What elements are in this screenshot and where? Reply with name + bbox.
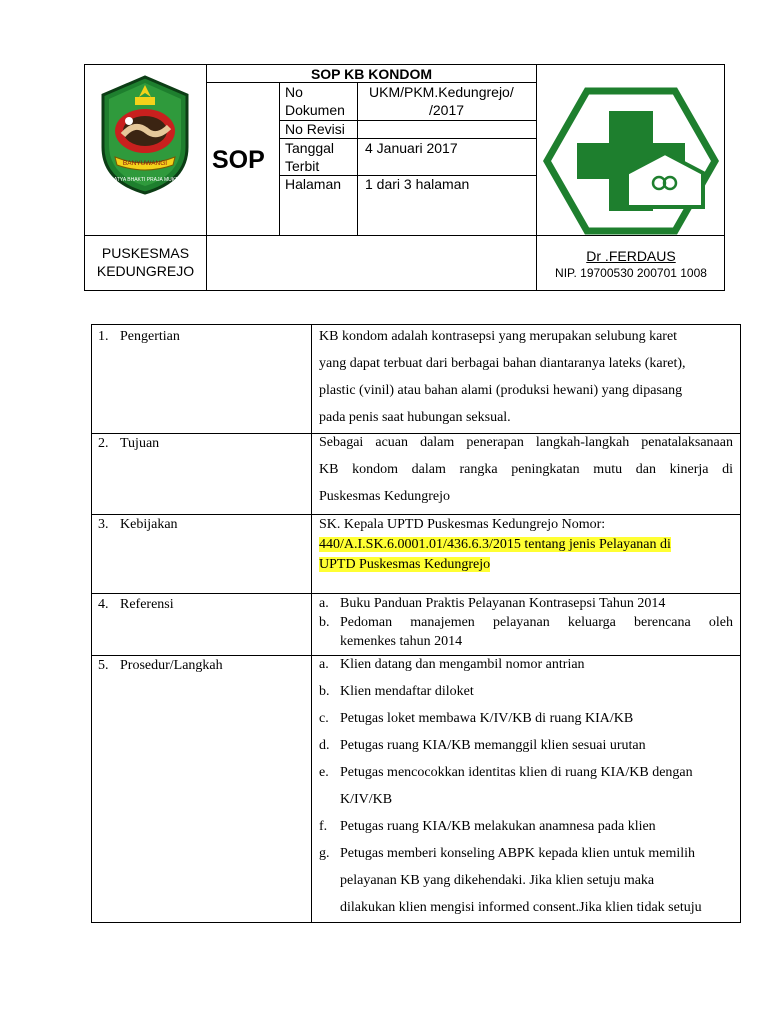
doc-number-value: UKM/PKM.Kedungrejo/ [369,84,514,100]
signer-name: Dr .FERDAUS [586,248,676,264]
list-item [319,759,733,813]
list-item-text: dilakukan klien mengisi informed consent.Jika klien tidak setuju [340,900,702,915]
doc-number-value: /2017 [429,102,465,118]
text-line: Sebagai acuan dalam penerapan langkah-langkah penatalaksanaan [319,435,733,450]
list-item-text: Klien datang dan mengambil nomor antrian [340,657,585,672]
table-divider [311,325,312,923]
issue-date-label: Terbit [285,158,320,174]
reference-list [319,594,733,651]
signer-nip: NIP. 19700530 200701 1008 [555,266,707,280]
page-label: Halaman [285,176,342,192]
header-divider [206,65,207,291]
section-label: Pengertian [120,329,180,344]
organization-name: KEDUNGREJO [96,263,195,279]
text-line: SK. Kepala UPTD Puskesmas Kedungrejo Nomor: [319,517,606,532]
list-marker: a. [319,596,329,611]
list-marker: b. [319,615,330,630]
revision-label: No Revisi [285,121,345,137]
text-line: pada penis saat hubungan seksual. [319,410,511,425]
list-item-text: Petugas mencocokkan identitas klien di ruang KIA/KB dengan [340,765,693,780]
banyuwangi-regency-logo [95,73,195,197]
list-item-text: K/IV/KB [340,792,393,807]
sop-label: SOP [212,146,265,174]
list-item-text: Petugas memberi konseling ABPK kepada klien untuk memilih [340,846,696,861]
section-number: 5. [98,658,109,673]
doc-number-label: No [285,84,303,100]
text-line: yang dapat terbuat dari berbagai bahan diantaranya lateks (karet), [319,356,686,371]
list-item [319,705,733,732]
issue-date-label: Tanggal [285,140,335,156]
list-marker: g. [319,846,330,861]
text-line: plastic (vinil) atau bahan alami (produksi hewani) yang dipasang [319,383,683,398]
list-item [319,678,733,705]
text-line: Puskesmas Kedungrejo [319,489,451,504]
list-item-text: kemenkes tahun 2014 [340,634,463,649]
list-item [319,732,733,759]
text-line: KB kondom dalam rangka peningkatan mutu dan kinerja di [319,462,733,477]
list-item-text: Buku Panduan Praktis Pelayanan Kontrasepsi Tahun 2014 [340,596,666,611]
section-label: Prosedur/Langkah [120,658,223,673]
list-item [319,840,733,921]
list-marker: d. [319,738,330,753]
sop-header [84,64,725,291]
list-item [319,813,733,840]
list-item-text: Klien mendaftar diloket [340,684,474,699]
header-divider [279,82,280,235]
list-item [319,613,733,651]
section-number: 1. [98,329,109,344]
section-label: Referensi [120,597,174,612]
section-text [319,515,733,575]
sop-content-table [91,324,741,923]
list-item-text: Petugas loket membawa K/IV/KB di ruang KIA/KB [340,711,634,726]
header-divider [357,82,358,235]
list-marker: f. [319,819,328,834]
doc-number-label: Dokumen [285,102,345,118]
list-item-text: Pedoman manajemen pelayanan keluarga berencana oleh [340,615,733,630]
list-item [319,594,733,613]
issue-date-value: 4 Januari 2017 [365,140,458,156]
list-marker: e. [319,765,329,780]
section-number: 3. [98,517,109,532]
header-divider [85,235,725,236]
section-text [319,323,733,431]
list-marker: c. [319,711,329,726]
section-number: 4. [98,597,109,612]
list-item [319,651,733,678]
section-label: Tujuan [120,436,160,451]
procedure-list [319,651,733,921]
section-label: Kebijakan [120,517,178,532]
logo-motto-text: SATYA BHAKTI PRAJA MUKTI [110,177,180,183]
section-text [319,429,733,510]
text-line: KB kondom adalah kontrasepsi yang merupakan selubung karet [319,329,678,344]
list-marker: b. [319,684,330,699]
logo-banner-text: BANYUWANGI [122,160,168,167]
organization-name: PUSKESMAS [101,245,190,261]
puskesmas-logo [543,87,719,235]
section-number: 2. [98,436,109,451]
list-item-text: Petugas ruang KIA/KB memanggil klien sesuai urutan [340,738,646,753]
header-divider [279,138,536,139]
highlighted-text: UPTD Puskesmas Kedungrejo [319,557,491,572]
document-title: SOP KB KONDOM [310,66,433,82]
list-marker: a. [319,657,329,672]
page-value: 1 dari 3 halaman [365,176,470,192]
list-item-text: Petugas ruang KIA/KB melakukan anamnesa pada klien [340,819,656,834]
highlighted-text: 440/A.I.SK.6.0001.01/436.6.3/2015 tentang jenis Pelayanan di [319,537,671,552]
list-item-text: pelayanan KB yang dikehendaki. Jika klien setuju maka [340,873,655,888]
